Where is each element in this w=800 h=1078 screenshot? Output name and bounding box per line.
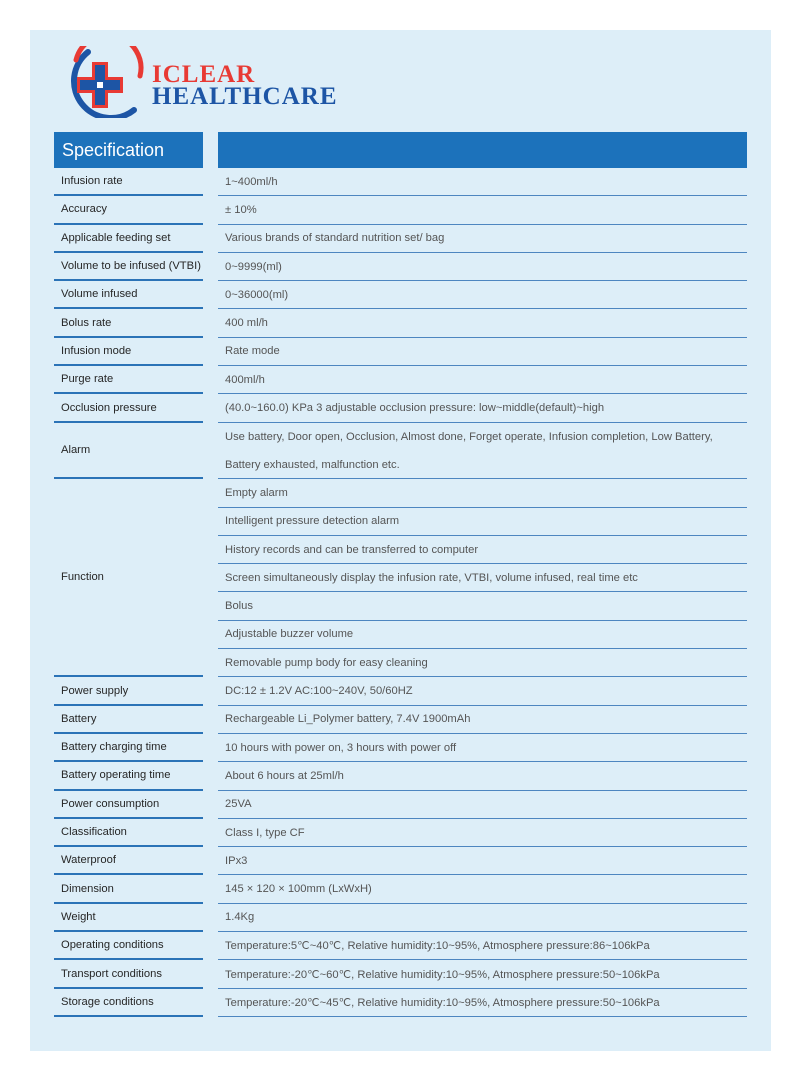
spec-label: Purge rate <box>54 366 203 394</box>
spec-value: Empty alarm <box>218 479 747 507</box>
spec-value: DC:12 ± 1.2V AC:100~240V, 50/60HZ <box>218 677 747 705</box>
spec-value: Adjustable buzzer volume <box>218 621 747 649</box>
spec-value: 1.4Kg <box>218 904 747 932</box>
spec-label: Occlusion pressure <box>54 394 203 422</box>
spec-value: 1~400ml/h <box>218 168 747 196</box>
spec-value: Bolus <box>218 593 747 621</box>
spec-value: Temperature:-20℃~60℃, Relative humidity:10~95%, Atmosphere pressure:50~106kPa <box>218 960 747 988</box>
spec-value: Use battery, Door open, Occlusion, Almost done, Forget operate, Infusion completion, Low Battery, <box>225 430 713 443</box>
medical-cross-icon <box>58 46 150 118</box>
spec-value: 25VA <box>218 791 747 819</box>
spec-label: Power consumption <box>54 791 203 819</box>
spec-label: Classification <box>54 819 203 847</box>
spec-label: Weight <box>54 904 203 932</box>
spec-value: 400ml/h <box>218 366 747 394</box>
spec-value: 0~9999(ml) <box>218 253 747 281</box>
spec-value: 400 ml/h <box>218 310 747 338</box>
spec-value: Various brands of standard nutrition set/ bag <box>218 225 747 253</box>
spec-value: Screen simultaneously display the infusion rate, VTBI, volume infused, real time etc <box>218 564 747 592</box>
spec-value: Rate mode <box>218 338 747 366</box>
spec-label: Battery operating time <box>54 762 203 790</box>
spec-value: Rechargeable Li_Polymer battery, 7.4V 1900mAh <box>218 706 747 734</box>
spec-label: Battery <box>54 706 203 734</box>
spec-label: Alarm <box>54 423 203 480</box>
spec-label: Function <box>54 479 203 677</box>
spec-label: Infusion rate <box>54 168 203 196</box>
spec-value: 145 × 120 × 100mm (LxWxH) <box>218 876 747 904</box>
spec-label: Volume infused <box>54 281 203 309</box>
spec-value: Removable pump body for easy cleaning <box>218 649 747 677</box>
spec-value: 0~36000(ml) <box>218 281 747 309</box>
spec-label: Volume to be infused (VTBI) <box>54 253 203 281</box>
spec-label: Waterproof <box>54 847 203 875</box>
spec-label: Accuracy <box>54 196 203 224</box>
spec-value: Intelligent pressure detection alarm <box>218 508 747 536</box>
spec-label: Battery charging time <box>54 734 203 762</box>
spec-value: History records and can be transferred to computer <box>218 536 747 564</box>
spec-header-bar <box>218 132 747 168</box>
spec-label: Dimension <box>54 876 203 904</box>
spec-label: Applicable feeding set <box>54 225 203 253</box>
spec-label: Infusion mode <box>54 338 203 366</box>
spec-value: Class I, type CF <box>218 819 747 847</box>
spec-label: Bolus rate <box>54 310 203 338</box>
spec-value: IPx3 <box>218 847 747 875</box>
spec-label: Transport conditions <box>54 960 203 988</box>
spec-value: (40.0~160.0) KPa 3 adjustable occlusion pressure: low~middle(default)~high <box>218 394 747 422</box>
brand-name-line1: ICLEAR <box>152 61 256 88</box>
spec-label: Storage conditions <box>54 989 203 1017</box>
spec-header-title: Specification <box>54 132 203 168</box>
spec-label: Power supply <box>54 677 203 705</box>
spec-value: Battery exhausted, malfunction etc. <box>218 451 747 479</box>
spec-value: ± 10% <box>218 196 747 224</box>
spec-label: Operating conditions <box>54 932 203 960</box>
spec-value: About 6 hours at 25ml/h <box>218 762 747 790</box>
brand-logo <box>58 46 398 118</box>
brand-name-line2: HEALTHCARE <box>152 83 338 110</box>
spec-value: Temperature:-20℃~45℃, Relative humidity:10~95%, Atmosphere pressure:50~106kPa <box>218 989 747 1017</box>
spec-value: Temperature:5℃~40℃, Relative humidity:10~95%, Atmosphere pressure:86~106kPa <box>218 932 747 960</box>
spec-value: 10 hours with power on, 3 hours with power off <box>218 734 747 762</box>
